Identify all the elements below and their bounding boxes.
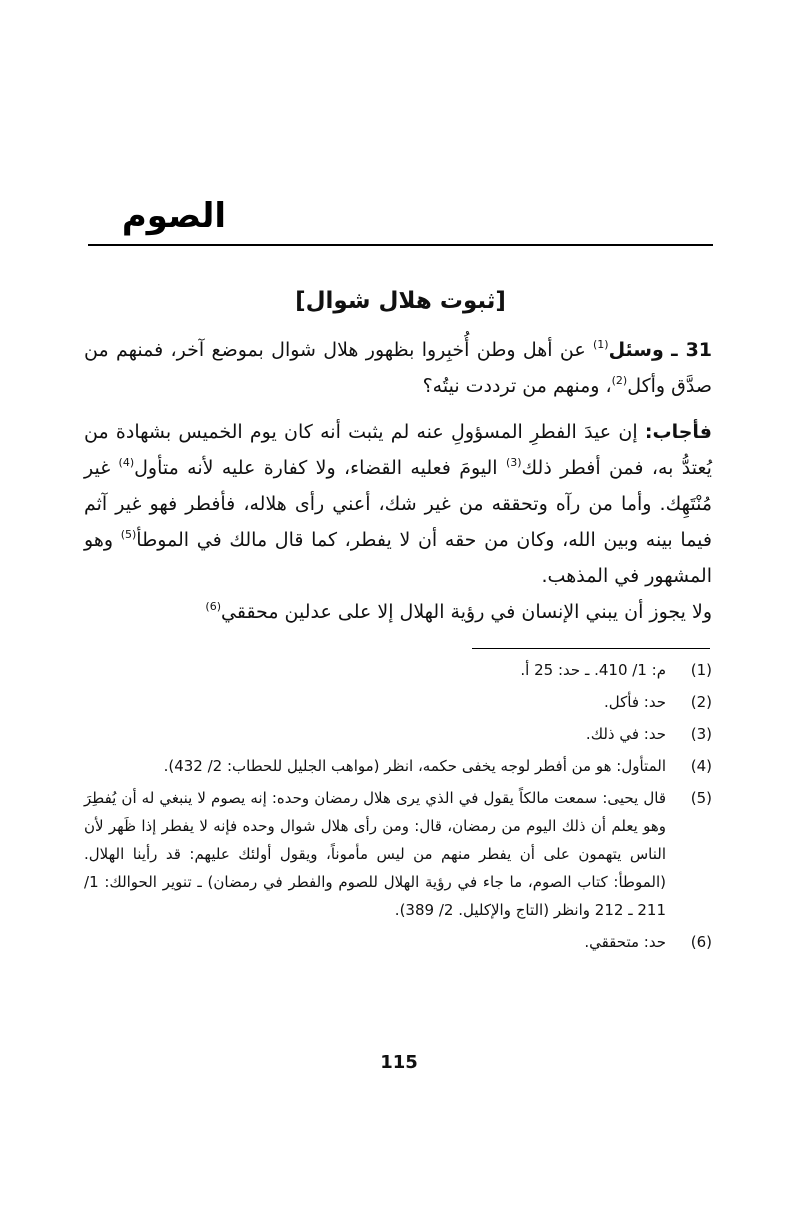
footnote-number: (3) (690, 725, 712, 743)
answer-text-d: وهو المشهور في المذهب. (84, 529, 712, 587)
question-lead: وسئل (608, 339, 664, 361)
question-text-a: عن أهل وطن أُخبِروا بظهور هلال شوال بموضع آخر، فمنهم من صدَّق وأكل (84, 339, 712, 397)
footnote (84, 656, 712, 684)
chapter-divider (88, 244, 713, 246)
footnote-ref-6: (6) (205, 600, 221, 613)
question-number: 31 ـ (671, 339, 713, 361)
answer-paragraph (84, 414, 712, 594)
footnote-number: (4) (690, 757, 712, 775)
page-number: 115 (380, 1052, 418, 1073)
paragraph-three-text: ولا يجوز أن يبني الإنسان في رؤية الهلال إلا على عدلين محققي (221, 601, 712, 623)
question-text-b: ، ومنهم من ترددت نيتُه؟ (422, 375, 612, 397)
footnote-ref-1: (1) (593, 338, 609, 351)
footnote-number: (2) (690, 693, 712, 711)
footnote-ref-2: (2) (611, 374, 628, 387)
footnotes (84, 652, 712, 956)
answer-text-b: اليومَ فعليه القضاء، ولا كفارة عليه لأنه متأول (134, 457, 498, 479)
chapter-title: الصوم (121, 196, 226, 236)
footnote (84, 752, 712, 780)
footnote-text: حد: فأكل. (604, 693, 666, 711)
footnote-divider (472, 648, 710, 649)
paragraph-three (84, 594, 712, 630)
footnote-number: (6) (690, 933, 712, 951)
footnote-ref-4: (4) (118, 456, 135, 469)
footnote (84, 784, 712, 924)
footnote (84, 928, 712, 956)
section-heading: [ثبوت هلال شوال] (295, 288, 506, 314)
footnote-ref-5: (5) (120, 528, 137, 541)
footnote-text: المتأول: هو من أفطر لوجه يخفى حكمه، انظر (مواهب الجليل للحطاب: 2/ 432). (163, 757, 666, 775)
answer-text-a: إن عيدَ الفطرِ المسؤولِ عنه لم يثبت أنه كان يوم الخميس بشهادة من يُعتدُّ به، فمن أفطر ذلك (84, 421, 712, 479)
footnote-number: (1) (690, 661, 712, 679)
footnote-number: (5) (690, 789, 712, 807)
footnote (84, 720, 712, 748)
footnote-text: حد: في ذلك. (585, 725, 666, 743)
footnote-text: قال يحيى: سمعت مالكاً يقول في الذي يرى هلال رمضان وحده: إنه يصوم لا ينبغي له أن يُفطِرَ وهو يعلم أن ذلك اليوم من رمضان، قال: ومن رأى هلال شوال وحده فإنه لا يفطر إذا ظَهر لأن الناس يتهمون على أن يفطر منهم من ليس مأموناً، ويقول أولئك عليهم: قد رأينا الهلال. (الموطأ: كتاب الصوم، ما جاء في رؤية الهلال للصوم والفطر في رمضان) ـ تنوير الحوالك: 1/ 211 ـ 212 وانظر (التاج والإكليل. 2/ 389). (84, 789, 666, 919)
footnote-text: حد: متحققي. (584, 933, 666, 951)
footnote-text: م: 1/ 410. ـ حد: 25 أ. (520, 661, 666, 679)
footnote-ref-3: (3) (505, 456, 522, 469)
footnote (84, 688, 712, 716)
answer-text-c: غير مُنْتَهِك. وأما من رآه وتحققه من غير شك، أعني رأى هلاله، فأفطر فهو غير آثم فيما بينه وبين الله، وكان من حقه أن لا يفطر، كما قال مالك في الموطأ (84, 457, 712, 551)
question-paragraph (84, 332, 712, 404)
answer-lead: فأجاب: (644, 421, 712, 443)
